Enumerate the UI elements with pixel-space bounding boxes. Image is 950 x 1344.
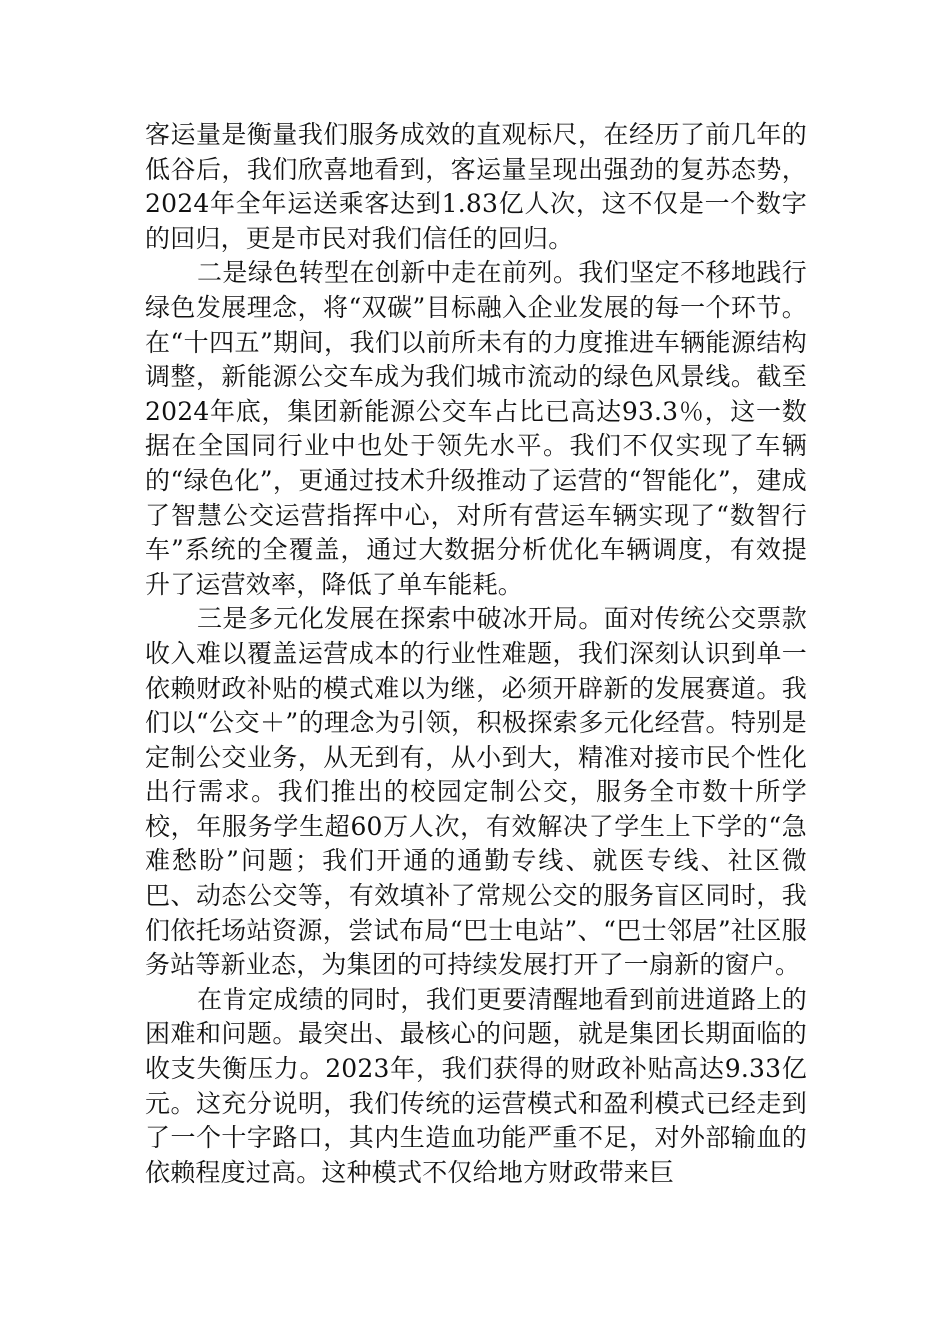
paragraph-1: 客运量是衡量我们服务成效的直观标尺，在经历了前几年的低谷后，我们欣喜地看到，客运量呈现出强劲的复苏态势，2024年全年运送乘客达到1.83亿人次，这不仅是一个数字的回归，更是市民对我们信任的回归。 — [145, 120, 807, 253]
paragraph-2: 二是绿色转型在创新中走在前列。我们坚定不移地践行绿色发展理念，将“双碳”目标融入企业发展的每一个环节。在“十四五”期间，我们以前所未有的力度推进车辆能源结构调整，新能源公交车成为我们城市流动的绿色风景线。截至2024年底，集团新能源公交车占比已高达93.3％，这一数据在全国同行业中也处于领先水平。我们不仅实现了车辆的“绿色化”，更通过技术升级推动了运营的“智能化”，建成了智慧公交运营指挥中心，对所有营运车辆实现了“数智行车”系统的全覆盖，通过大数据分析优化车辆调度，有效提升了运营效率，降低了单车能耗。 — [145, 258, 807, 599]
document-body — [145, 118, 807, 1190]
paragraph-4: 在肯定成绩的同时，我们更要清醒地看到前进道路上的困难和问题。最突出、最核心的问题，就是集团长期面临的收支失衡压力。2023年，我们获得的财政补贴高达9.33亿元。这充分说明，我们传统的运营模式和盈利模式已经走到了一个十字路口，其内生造血功能严重不足，对外部输血的依赖程度过高。这种模式不仅给地方财政带来巨 — [145, 984, 807, 1187]
paragraph-3: 三是多元化发展在探索中破冰开局。面对传统公交票款收入难以覆盖运营成本的行业性难题，我们深刻认识到单一依赖财政补贴的模式难以为继，必须开辟新的发展赛道。我们以“公交＋”的理念为引领，积极探索多元化经营。特别是定制公交业务，从无到有，从小到大，精准对接市民个性化出行需求。我们推出的校园定制公交，服务全市数十所学校，年服务学生超60万人次，有效解决了学生上下学的“急难愁盼”问题；我们开通的通勤专线、就医专线、社区微巴、动态公交等，有效填补了常规公交的服务盲区同时，我们依托场站资源，尝试布局“巴士电站”、“巴士邻居”社区服务站等新业态，为集团的可持续发展打开了一扇新的窗户。 — [145, 604, 807, 980]
